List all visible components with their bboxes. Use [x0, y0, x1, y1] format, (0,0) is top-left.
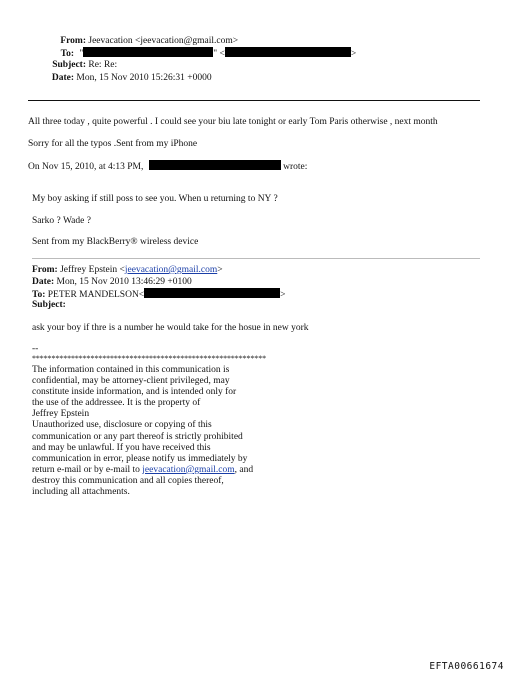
disclaimer-email-link[interactable]: jeevacation@gmail.com — [142, 464, 235, 475]
redaction-box — [83, 47, 213, 57]
redaction-box — [149, 160, 281, 170]
quote-intro-text: On Nov 15, 2010, at 4:13 PM, — [28, 162, 144, 172]
quoted-line-1: My boy asking if still poss to see you. When u returning to NY ? — [32, 194, 278, 204]
header-subject-label: Subject: — [52, 60, 86, 70]
forward-from-label: From: — [32, 265, 58, 275]
forward-date — [32, 276, 192, 288]
disclaimer-line: including all attachments. — [32, 487, 130, 498]
header-from-value: Jeevacation <jeevacation@gmail.com> — [88, 36, 239, 46]
forward-to — [32, 288, 286, 301]
forward-subject — [32, 299, 66, 311]
forward-to-label: To: — [32, 290, 46, 300]
header-divider — [28, 100, 480, 101]
header-to-mid: " < — [213, 49, 225, 59]
forward-date-value: Mon, 15 Nov 2010 13:46:29 +0100 — [56, 277, 192, 287]
header-date-value: Mon, 15 Nov 2010 15:26:31 +0000 — [76, 73, 212, 83]
header-to-suffix: > — [350, 49, 357, 59]
forward-from — [32, 264, 223, 276]
forward-to-close: > — [280, 290, 286, 300]
disclaimer-line: Jeffrey Epstein — [32, 409, 90, 420]
body-line-2: Sorry for all the typos .Sent from my iPhone — [28, 139, 198, 149]
disclaimer-line: The information contained in this communication is — [32, 365, 230, 375]
disclaimer-line: destroy this communication and all copies thereof, — [32, 475, 224, 486]
disclaimer-line: confidential, may be attorney-client privileged, may — [32, 376, 230, 387]
header-from-label: From: — [60, 36, 86, 46]
forward-subject-label: Subject: — [32, 300, 66, 310]
disclaimer-line: communication in error, please notify us immediately by — [32, 453, 248, 464]
quoted-line-2: Sarko ? Wade ? — [32, 216, 91, 226]
disclaimer-line: and may be unlawful. If you have received this — [32, 442, 211, 453]
header-subject — [40, 59, 117, 71]
header-from — [40, 35, 238, 47]
signature-dash: -- — [32, 344, 39, 354]
redaction-box — [225, 47, 351, 57]
forward-date-label: Date: — [32, 277, 55, 287]
forward-from-email-link[interactable]: jeevacation@gmail.com — [124, 265, 218, 275]
body-line-1: All three today , quite powerful . I could see your biu late tonight or early Tom Paris otherwise , next month — [28, 117, 438, 127]
disclaimer-line: Unauthorized use, disclosure or copying of this — [32, 420, 212, 431]
forward-from-name: Jeffrey Epstein < — [60, 265, 125, 275]
header-subject-value: Re: Re: — [88, 60, 118, 70]
quote-wrote: wrote: — [283, 162, 308, 172]
disclaimer-line — [32, 465, 253, 476]
header-date-label: Date: — [51, 73, 74, 83]
redaction-box — [144, 288, 280, 298]
bates-number: EFTA00661674 — [429, 661, 504, 672]
forward-to-value: PETER MANDELSON< — [47, 290, 145, 300]
disclaimer-line: communication or any part thereof is strictly prohibited — [32, 431, 243, 442]
disclaimer — [32, 365, 253, 498]
forward-divider — [32, 258, 480, 259]
disclaimer-line: constitute inside information, and is intended only for — [32, 387, 237, 398]
disclaimer-text: , and — [234, 464, 254, 475]
disclaimer-text: return e-mail or by e-mail to — [32, 464, 143, 475]
signature-stars: ************************************************************ — [32, 354, 267, 363]
quoted-line-3: Sent from my BlackBerry® wireless device — [32, 237, 199, 247]
disclaimer-line: the use of the addressee. It is the property of — [32, 398, 201, 409]
forward-from-close: > — [217, 265, 223, 275]
header-to-quote: " — [79, 49, 84, 59]
quote-intro — [28, 160, 307, 173]
header-date — [40, 72, 212, 84]
header-to-label: To: — [60, 49, 74, 59]
forward-message: ask your boy if thre is a number he would take for the hosue in new york — [32, 323, 309, 333]
